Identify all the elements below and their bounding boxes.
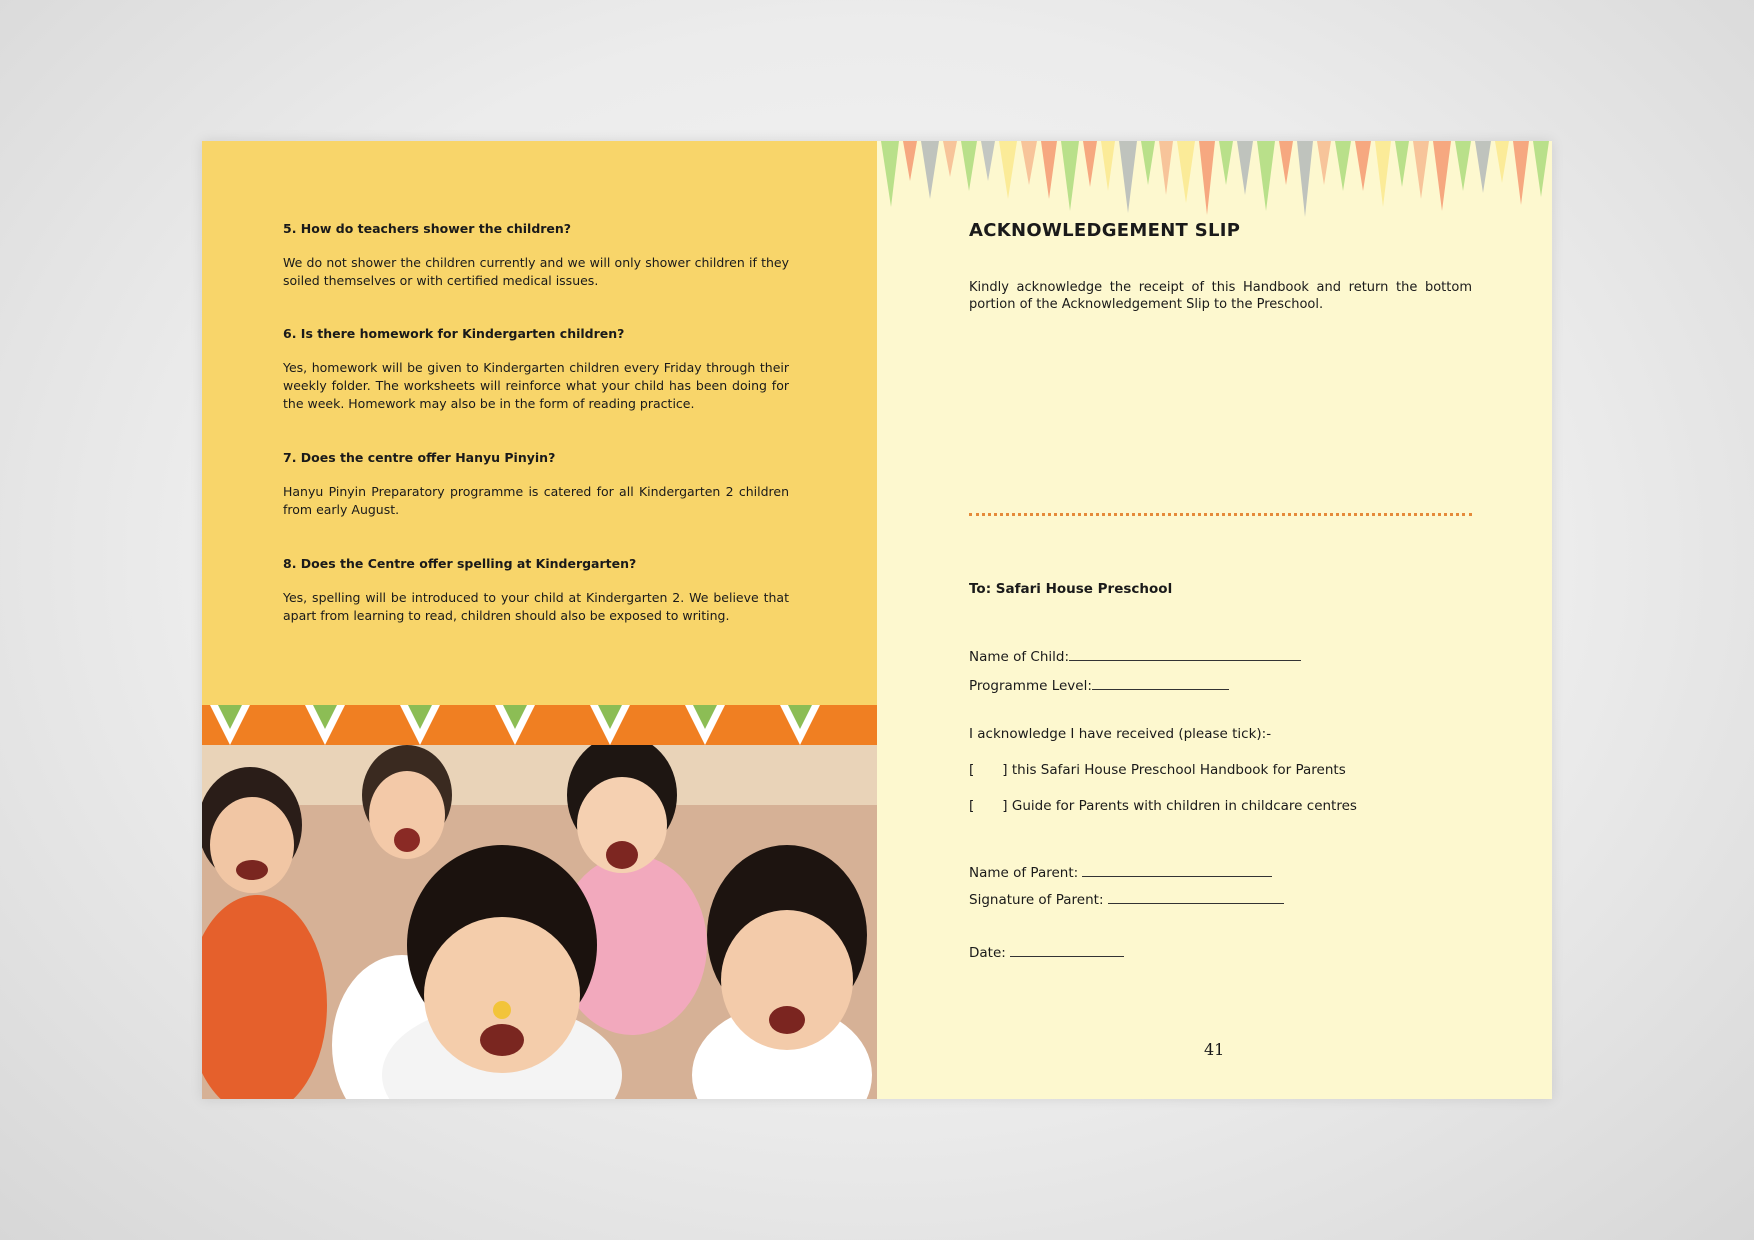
parent-name-row	[969, 861, 1272, 881]
signature-field[interactable]	[1108, 888, 1284, 904]
intro-text: Kindly acknowledge the receipt of this Handbook and return the bottom portion of the Acknowledgement Slip to the Preschool.	[969, 280, 1472, 312]
child-name-field[interactable]	[1069, 645, 1301, 661]
faq-item-5	[283, 221, 789, 290]
programme-field[interactable]	[1092, 674, 1229, 690]
page-number: 41	[1204, 1040, 1225, 1059]
page-title: ACKNOWLEDGEMENT SLIP	[969, 220, 1241, 241]
child-name-row	[969, 645, 1301, 665]
faq-answer: Hanyu Pinyin Preparatory programme is catered for all Kindergarten 2 children from early August.	[283, 484, 789, 517]
checkbox-bracket-close: ]	[1002, 762, 1008, 778]
child-name-label: Name of Child:	[969, 649, 1070, 665]
faq-answer: We do not shower the children currently and we will only shower children if they soiled themselves or with certified medical issues.	[283, 255, 789, 288]
signature-row	[969, 888, 1284, 908]
programme-label: Programme Level:	[969, 678, 1092, 694]
parent-name-label: Name of Parent:	[969, 865, 1079, 881]
faq-item-8	[283, 556, 789, 625]
date-row	[969, 941, 1124, 961]
right-page	[877, 141, 1552, 1099]
signature-label: Signature of Parent:	[969, 892, 1104, 908]
faq-item-6	[283, 326, 789, 413]
date-field[interactable]	[1010, 941, 1124, 957]
handbook-spread	[202, 141, 1552, 1099]
acknowledge-text: I acknowledge I have received (please tick):-	[969, 726, 1272, 742]
faq-question: 5. How do teachers shower the children?	[283, 221, 572, 236]
bunting-decoration	[877, 141, 1552, 221]
faq-question: 8. Does the Centre offer spelling at Kindergarten?	[283, 556, 637, 571]
checkbox-bracket-close: ]	[1002, 798, 1008, 814]
addressee: To: Safari House Preschool	[969, 581, 1173, 597]
checkbox-bracket-open: [	[969, 762, 975, 778]
faq-answer: Yes, homework will be given to Kindergarten children every Friday through their weekly folder. The worksheets will reinforce what your child has been doing for the week. Homework may also be in the form of reading practice.	[283, 360, 789, 411]
faq-answer: Yes, spelling will be introduced to your child at Kindergarten 2. We believe that apart from learning to read, children should also be exposed to writing.	[283, 590, 789, 623]
checkbox-handbook[interactable]	[969, 762, 1346, 778]
parent-name-field[interactable]	[1082, 861, 1272, 877]
date-label: Date:	[969, 945, 1006, 961]
checkbox-handbook-label: this Safari House Preschool Handbook for Parents	[1011, 762, 1346, 778]
children-photo	[202, 745, 877, 1099]
faq-item-7	[283, 450, 789, 519]
faq-question: 6. Is there homework for Kindergarten children?	[283, 326, 625, 341]
checkbox-bracket-open: [	[969, 798, 975, 814]
cut-line	[969, 513, 1472, 516]
checkbox-guide[interactable]	[969, 798, 1357, 814]
checkbox-guide-label: Guide for Parents with children in childcare centres	[1011, 798, 1357, 814]
programme-row	[969, 674, 1229, 694]
left-page	[202, 141, 877, 1099]
faq-question: 7. Does the centre offer Hanyu Pinyin?	[283, 450, 556, 465]
zigzag-band	[202, 705, 877, 745]
